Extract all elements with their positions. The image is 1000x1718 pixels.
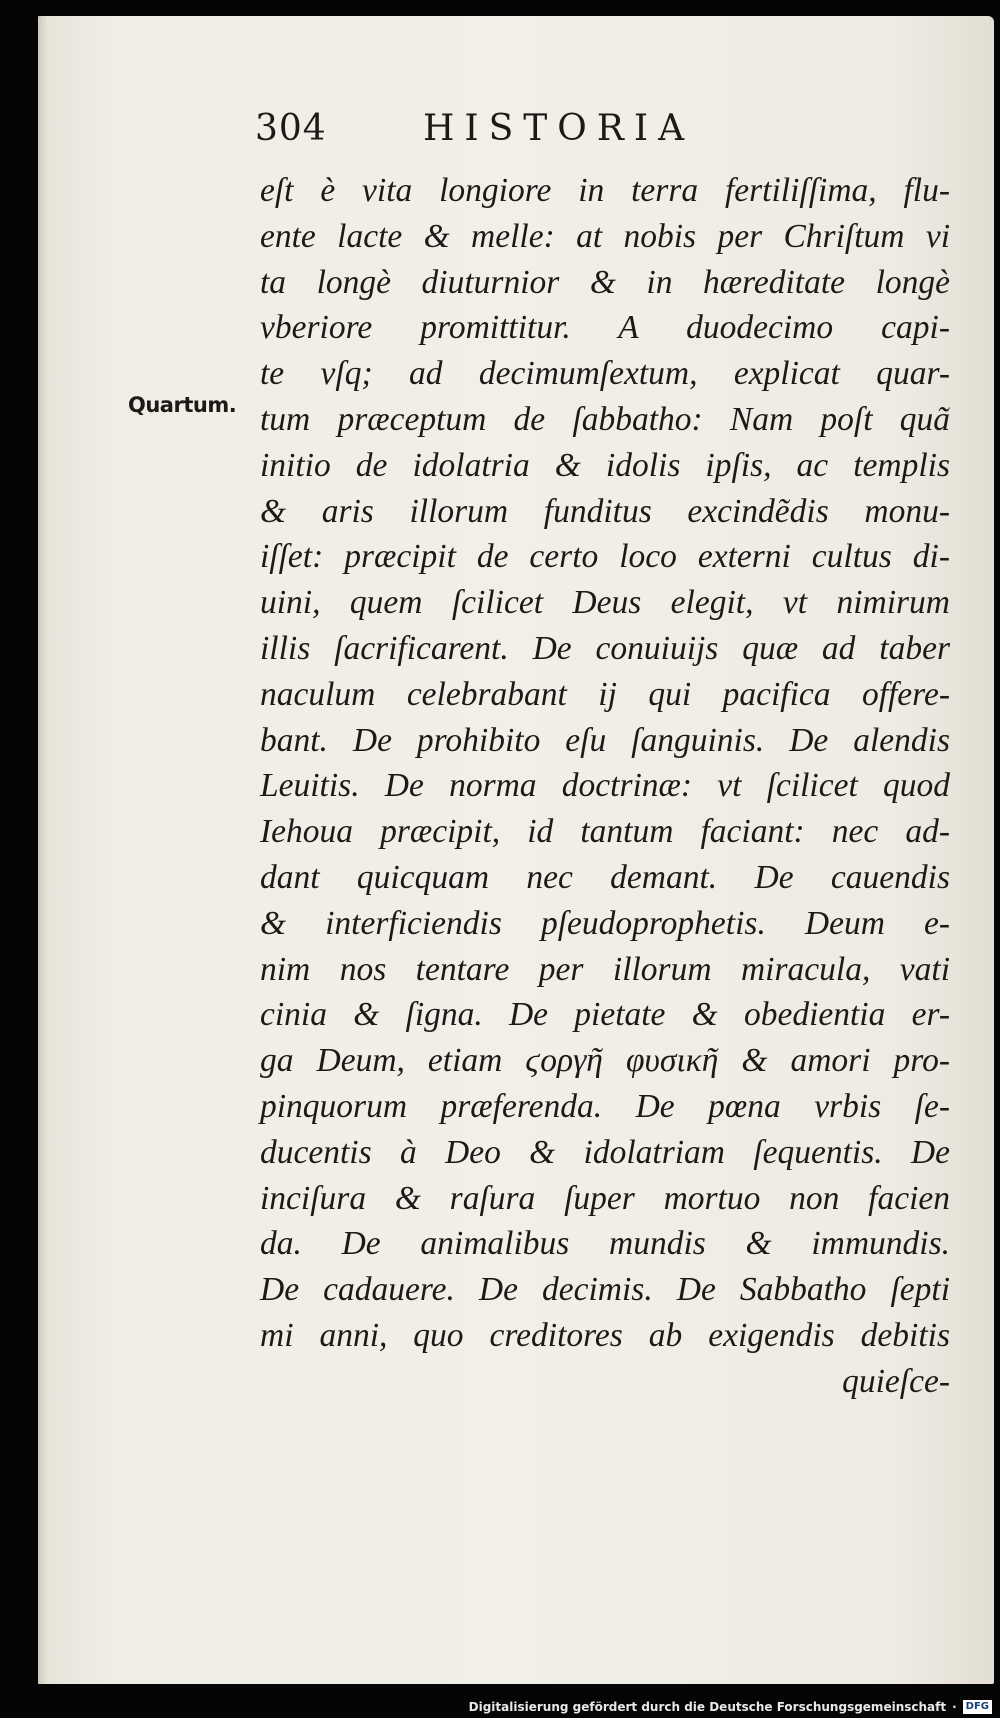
text-line: Iehoua præcipit, id tantum faciant: nec ad- <box>260 813 950 851</box>
text-line: da. De animalibus mundis & immundis. <box>260 1225 950 1263</box>
text-line: nim nos tentare per illorum miracula, vati <box>260 950 950 988</box>
funding-credit: Digitalisierung gefördert durch die Deutsche Forschungsgemeinschaft <box>468 1700 947 1714</box>
text-line: quieſce- <box>842 1362 950 1400</box>
text-line: tum præceptum de ſabbatho: Nam poſt quã <box>260 400 950 438</box>
text-line: uini, quem ſcilicet Deus elegit, vt nimirum <box>260 584 950 622</box>
page-gutter-shadow <box>38 16 48 1684</box>
text-line: cinia & ſigna. De pietate & obedientia er- <box>260 996 950 1034</box>
footer-separator: · <box>952 1700 957 1714</box>
text-line: eſt è vita longiore in terra fertiliſſima, flu- <box>260 172 950 209</box>
digitization-footer <box>469 1698 992 1716</box>
page-number: 304 <box>255 108 327 149</box>
text-line: iſſet: præcipit de certo loco externi cultus di- <box>260 538 950 576</box>
text-line: te vſq; ad decimumſextum, explicat quar- <box>260 355 950 393</box>
text-line: De cadauere. De decimis. De Sabbatho ſepti <box>260 1271 950 1309</box>
text-line: initio de idolatria & idolis ipſis, ac templis <box>260 446 950 484</box>
marginal-note: Quartum. <box>128 393 237 417</box>
text-line: ente lacte & melle: at nobis per Chriſtum vi <box>260 217 950 255</box>
text-line: dant quicquam nec demant. De cauendis <box>260 858 950 896</box>
text-line: & aris illorum funditus excindẽdis monu- <box>260 492 950 530</box>
text-line: mi anni, quo creditores ab exigendis debitis <box>260 1316 950 1354</box>
running-head: HISTORIA <box>423 108 695 149</box>
text-line: ta longè diuturnior & in hæreditate longè <box>260 263 950 301</box>
text-line: Leuitis. De norma doctrinæ: vt ſcilicet quod <box>260 767 950 805</box>
text-line: bant. De prohibito eſu ſanguinis. De alendis <box>260 721 950 759</box>
text-line: naculum celebrabant ij qui pacifica offere- <box>260 675 950 713</box>
text-line: vberiore promittitur. A duodecimo capi- <box>260 309 950 347</box>
text-line: & interficiendis pſeudoprophetis. Deum e- <box>260 904 950 942</box>
text-line: illis ſacrificarent. De conuiuijs quæ ad taber <box>260 629 950 667</box>
text-line: pinquorum præferenda. De pœna vrbis ſe- <box>260 1087 950 1125</box>
text-line: ga Deum, etiam ϛοργῆ φυσικῆ & amori pro- <box>260 1042 950 1080</box>
dfg-logo-icon: DFG <box>963 1700 992 1714</box>
text-line: inciſura & raſura ſuper mortuo non facien <box>260 1179 950 1217</box>
body-text <box>260 168 950 1405</box>
page-header <box>255 108 955 158</box>
text-line: ducentis à Deo & idolatriam ſequentis. De <box>260 1133 950 1171</box>
